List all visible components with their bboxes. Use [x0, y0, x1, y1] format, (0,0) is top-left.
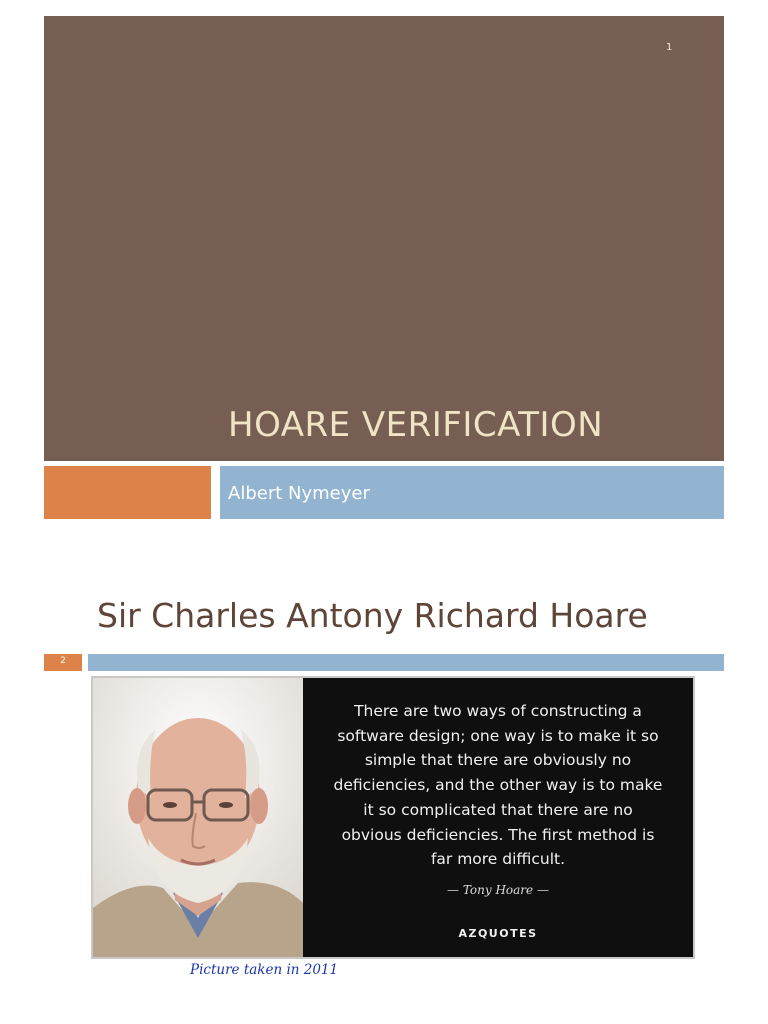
slide2-number: 2 [60, 656, 66, 666]
slide2-title: Sir Charles Antony Richard Hoare [97, 596, 648, 635]
quote-author: — Tony Hoare — [447, 883, 549, 897]
title-slide-panel [44, 16, 724, 461]
portrait-photo [93, 678, 303, 957]
azquotes-logo: AZQUOTES [458, 927, 538, 940]
image-caption: Picture taken in 2011 [190, 962, 339, 978]
slide-title: HOARE VERIFICATION [228, 405, 604, 445]
accent-block-orange [44, 466, 211, 519]
header-bar [88, 654, 724, 671]
slide-number: 1 [666, 42, 673, 53]
slide-subtitle: Albert Nymeyer [228, 483, 370, 504]
quote-text: There are two ways of constructing a software design; one way is to make it so simple that there are obviously no deficiencies, and the other way is to make it so complicated that there are no obvious deficiencies. The first method is far more difficult. [333, 702, 663, 869]
portrait-illustration [93, 678, 303, 957]
